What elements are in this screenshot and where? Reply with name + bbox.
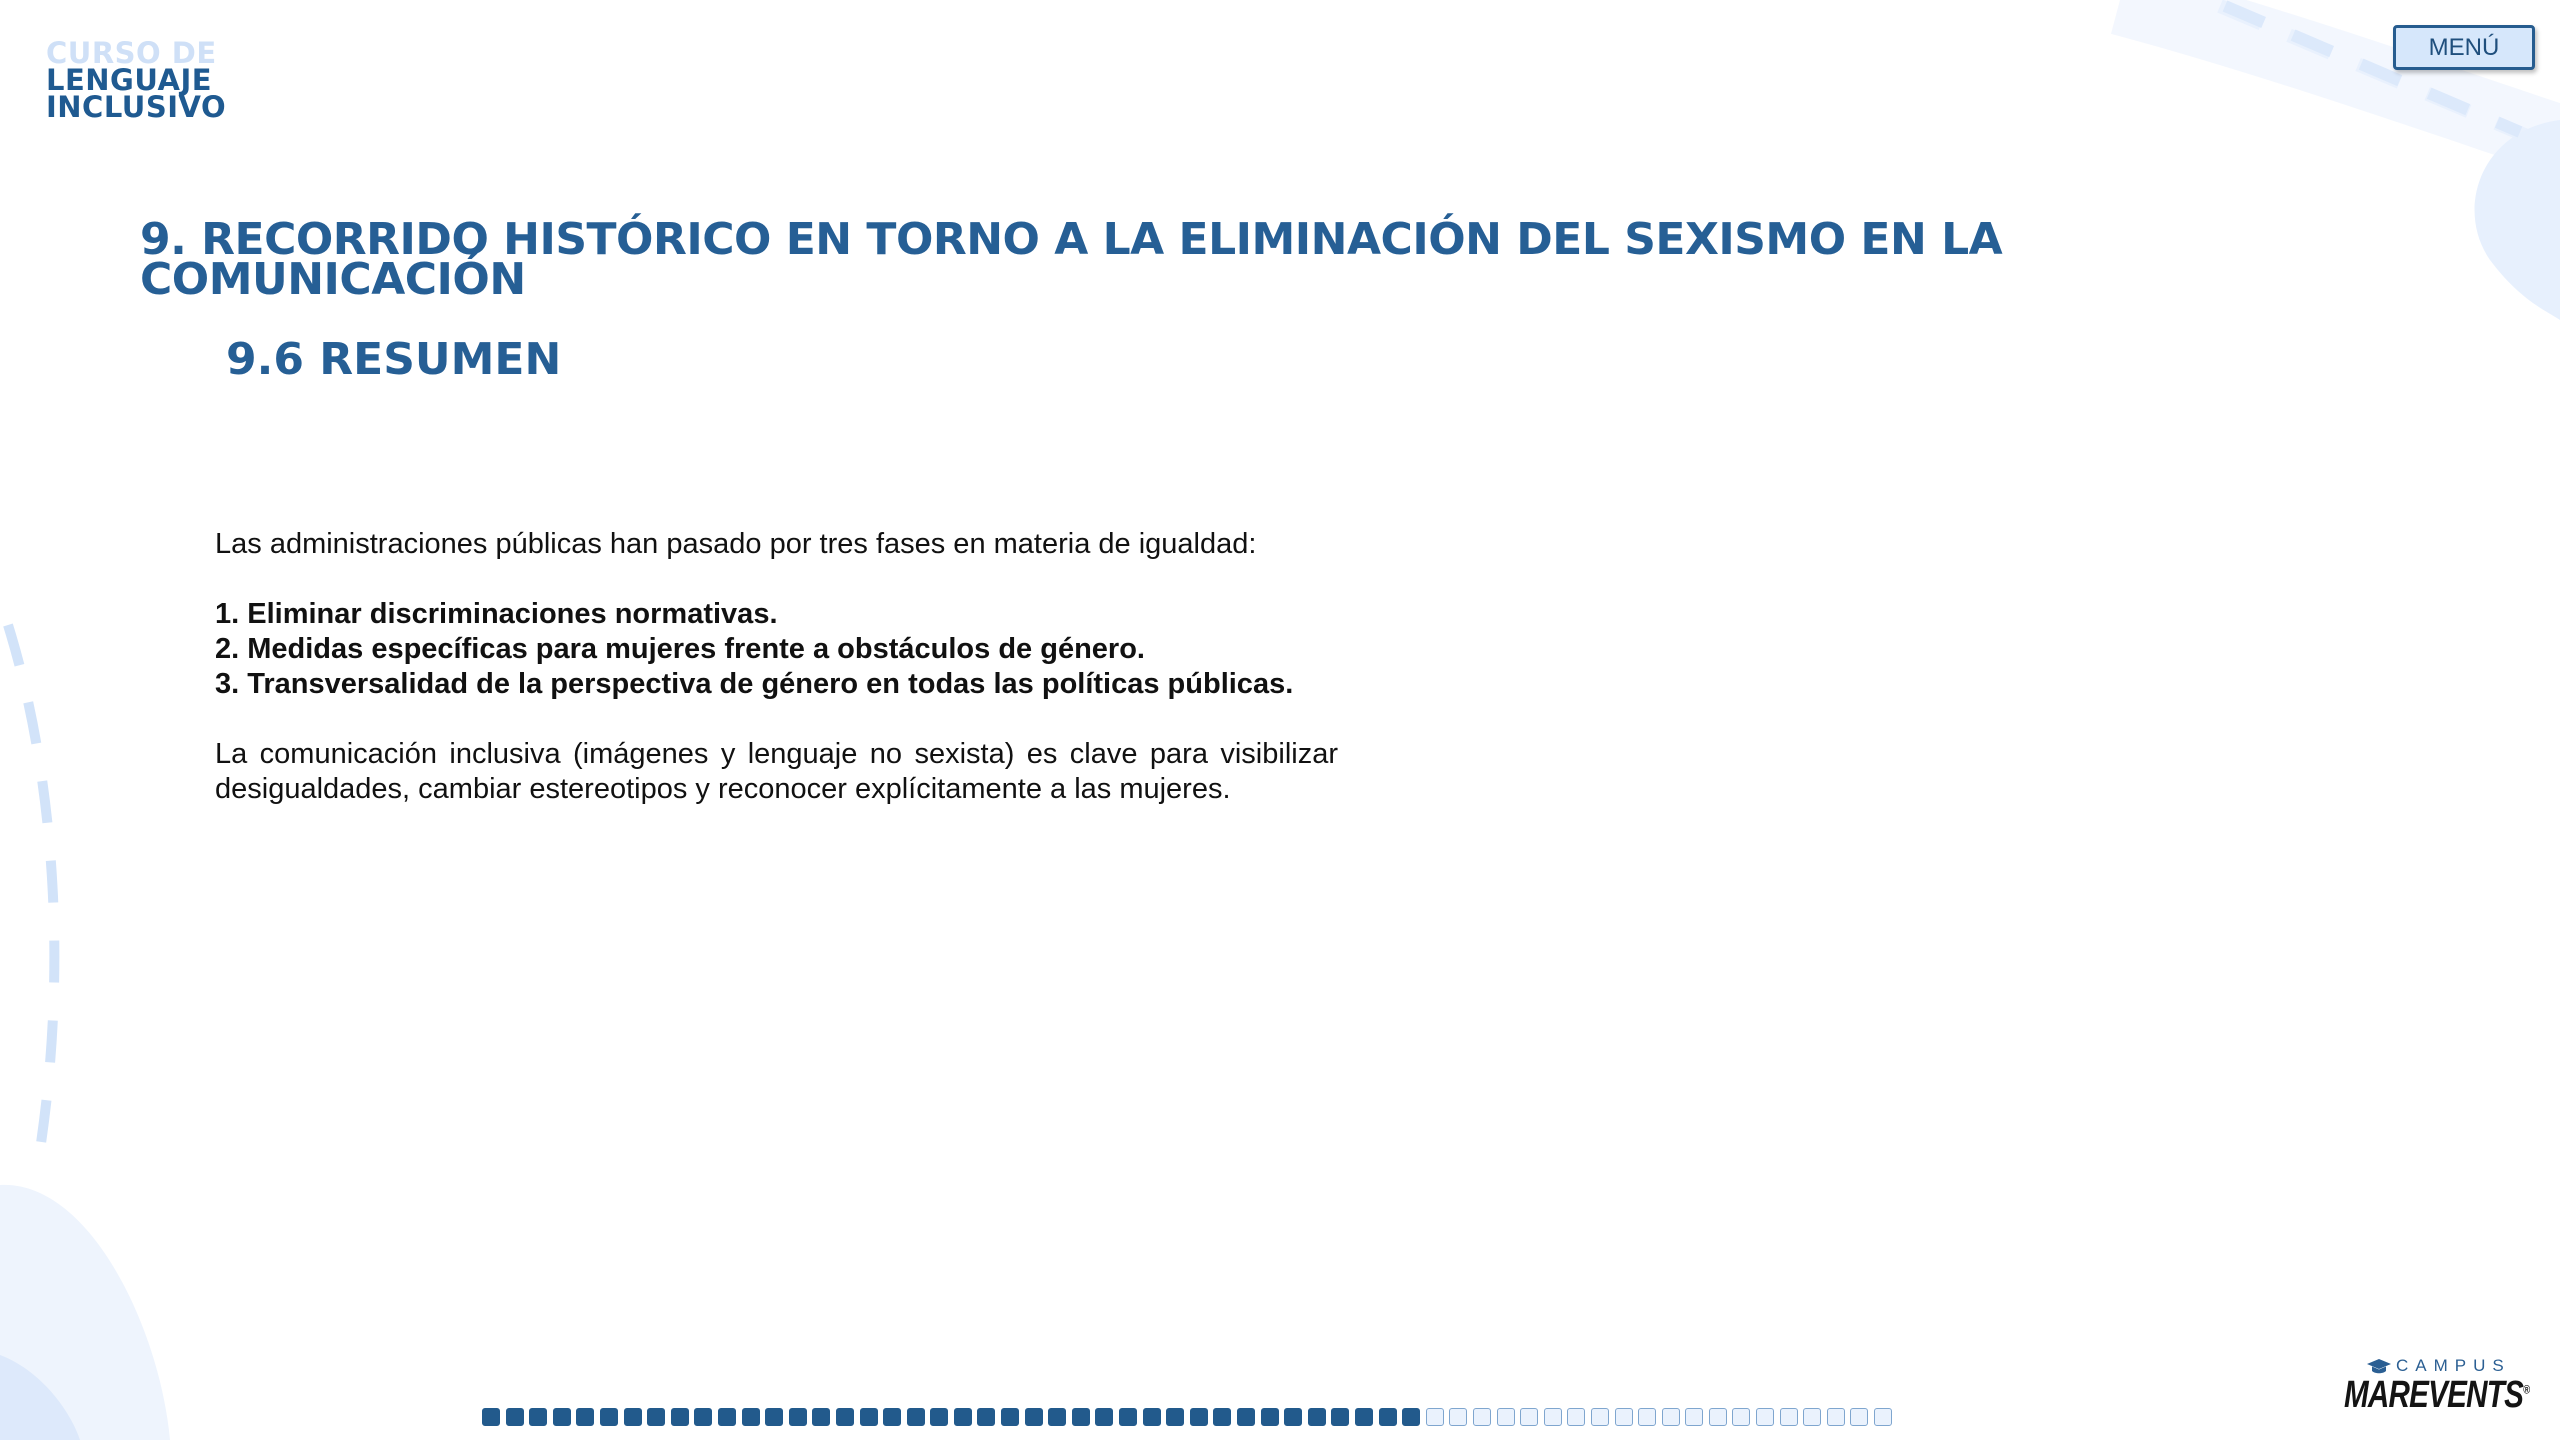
- progress-segment[interactable]: [1143, 1408, 1161, 1426]
- progress-segment[interactable]: [1025, 1408, 1043, 1426]
- progress-segment[interactable]: [1615, 1408, 1633, 1426]
- progress-segment[interactable]: [1780, 1408, 1798, 1426]
- progress-segment[interactable]: [1544, 1408, 1562, 1426]
- progress-segment[interactable]: [1449, 1408, 1467, 1426]
- trademark-symbol: ®: [2523, 1382, 2530, 1397]
- progress-segment[interactable]: [1048, 1408, 1066, 1426]
- progress-segment[interactable]: [1119, 1408, 1137, 1426]
- progress-segment[interactable]: [812, 1408, 830, 1426]
- progress-segment[interactable]: [529, 1408, 547, 1426]
- progress-segment[interactable]: [576, 1408, 594, 1426]
- progress-segment[interactable]: [1213, 1408, 1231, 1426]
- course-logo-line1: CURSO DE: [46, 36, 217, 70]
- progress-segment[interactable]: [671, 1408, 689, 1426]
- progress-segment[interactable]: [506, 1408, 524, 1426]
- progress-segment[interactable]: [1827, 1408, 1845, 1426]
- campus-marevents-logo: [2340, 1356, 2540, 1418]
- phase-item: 3. Transversalidad de la perspectiva de género en todas las políticas públicas.: [215, 668, 1294, 700]
- progress-segment[interactable]: [1308, 1408, 1326, 1426]
- progress-segment[interactable]: [1685, 1408, 1703, 1426]
- progress-segment[interactable]: [1497, 1408, 1515, 1426]
- progress-segment[interactable]: [1803, 1408, 1821, 1426]
- progress-segment[interactable]: [1237, 1408, 1255, 1426]
- section-subtitle: 9.6 RESUMEN: [226, 334, 562, 385]
- progress-segment[interactable]: [1662, 1408, 1680, 1426]
- progress-segment[interactable]: [1166, 1408, 1184, 1426]
- progress-segment[interactable]: [1756, 1408, 1774, 1426]
- logo-campus-text: CAMPUS: [2396, 1356, 2511, 1375]
- progress-segment[interactable]: [600, 1408, 618, 1426]
- phase-list: [215, 597, 1338, 702]
- phase-item: 2. Medidas específicas para mujeres frente a obstáculos de género.: [215, 633, 1145, 665]
- progress-segment[interactable]: [1567, 1408, 1585, 1426]
- progress-segment[interactable]: [1473, 1408, 1491, 1426]
- progress-segment[interactable]: [1379, 1408, 1397, 1426]
- progress-segment[interactable]: [1638, 1408, 1656, 1426]
- progress-segment[interactable]: [553, 1408, 571, 1426]
- progress-segment[interactable]: [1095, 1408, 1113, 1426]
- progress-segment[interactable]: [907, 1408, 925, 1426]
- course-logo: [46, 36, 227, 124]
- phase-item: 1. Eliminar discriminaciones normativas.: [215, 598, 778, 630]
- progress-segment[interactable]: [1402, 1408, 1420, 1426]
- progress-segment[interactable]: [1850, 1408, 1868, 1426]
- course-logo-line2: LENGUAJE: [46, 63, 213, 97]
- progress-segment[interactable]: [742, 1408, 760, 1426]
- progress-segment[interactable]: [482, 1408, 500, 1426]
- page-title: 9. RECORRIDO HISTÓRICO EN TORNO A LA ELIMINACIÓN DEL SEXISMO EN LA COMUNICACIÓN: [140, 214, 2003, 305]
- progress-segment[interactable]: [1261, 1408, 1279, 1426]
- progress-segment[interactable]: [1355, 1408, 1373, 1426]
- progress-segment[interactable]: [789, 1408, 807, 1426]
- progress-segment[interactable]: [1591, 1408, 1609, 1426]
- conclusion-paragraph: La comunicación inclusiva (imágenes y lenguaje no sexista) es clave para visibilizar desigualdades, cambiar estereotipos y reconocer explícitamente a las mujeres.: [215, 738, 1338, 805]
- progress-segment[interactable]: [1426, 1408, 1444, 1426]
- progress-segment[interactable]: [1331, 1408, 1349, 1426]
- progress-segment[interactable]: [1072, 1408, 1090, 1426]
- progress-segment[interactable]: [624, 1408, 642, 1426]
- intro-paragraph: Las administraciones públicas han pasado por tres fases en materia de igualdad:: [215, 528, 1257, 560]
- progress-segment[interactable]: [1284, 1408, 1302, 1426]
- progress-segment[interactable]: [694, 1408, 712, 1426]
- progress-segment[interactable]: [954, 1408, 972, 1426]
- progress-segment[interactable]: [1190, 1408, 1208, 1426]
- progress-segment[interactable]: [718, 1408, 736, 1426]
- progress-segment[interactable]: [1709, 1408, 1727, 1426]
- progress-segment[interactable]: [860, 1408, 878, 1426]
- progress-segment[interactable]: [1001, 1408, 1019, 1426]
- logo-brand-text: MAREVENTS®: [2344, 1374, 2530, 1416]
- progress-segment[interactable]: [836, 1408, 854, 1426]
- summary-content: [215, 527, 1338, 807]
- course-logo-line3: INCLUSIVO: [46, 90, 227, 124]
- progress-segment[interactable]: [1520, 1408, 1538, 1426]
- progress-segment[interactable]: [1874, 1408, 1892, 1426]
- menu-button[interactable]: MENÚ: [2393, 25, 2535, 70]
- progress-segment[interactable]: [977, 1408, 995, 1426]
- slide-progress-bar: [482, 1408, 1892, 1428]
- progress-segment[interactable]: [1732, 1408, 1750, 1426]
- progress-segment[interactable]: [647, 1408, 665, 1426]
- progress-segment[interactable]: [765, 1408, 783, 1426]
- progress-segment[interactable]: [883, 1408, 901, 1426]
- progress-segment[interactable]: [930, 1408, 948, 1426]
